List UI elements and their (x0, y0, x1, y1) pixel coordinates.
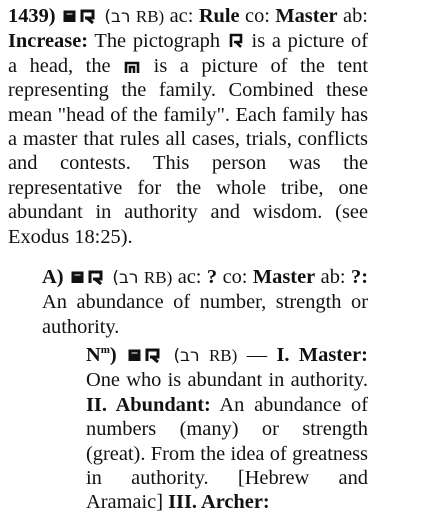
sub-a-co-value: Master (252, 266, 316, 288)
sub-a-ac-label: ac: (177, 266, 202, 288)
entry-paragraph (8, 4, 368, 249)
entry-ab-value: Increase: (8, 30, 89, 53)
noun-definition (86, 343, 368, 515)
entry-desc-1: The pictograph (94, 30, 221, 53)
entry-number: 1439) (8, 5, 56, 27)
def-1-label: I. Master: (276, 344, 368, 366)
noun-gender: m (100, 344, 110, 357)
noun-label: $N^m$) (86, 344, 117, 366)
entry-ac-value: Rule (198, 5, 240, 27)
entry-co-value: Master (275, 5, 338, 27)
sub-a-ab-label: ab: (320, 266, 346, 288)
sub-a-ab-value: ?: (351, 266, 368, 288)
sub-a-hebrew: (רב (112, 268, 139, 288)
head-pictograph-icon (228, 33, 244, 49)
sub-a-co-label: co: (222, 266, 248, 288)
entry-co-label: co: (245, 5, 270, 27)
sub-a-translit: RB) (143, 268, 173, 287)
tent-pictograph-icon (124, 60, 140, 74)
def-2-text: An abundance of numbers (many) or strength (great). From the idea of greatness in authority. [Hebrew and Aramaic] (86, 393, 368, 514)
pictograph-word-icon (127, 347, 163, 363)
sub-entry-a (42, 265, 368, 339)
sub-a-ab-text: An abundance of number, strength or authority. (42, 291, 368, 338)
noun-hebrew: (רב (173, 346, 200, 366)
entry-hebrew: (רב (104, 7, 131, 27)
sub-a-label: A) (42, 266, 64, 288)
entry-ac-label: ac: (169, 5, 194, 27)
pictograph-word-icon (62, 8, 98, 24)
entry-desc-2: is a picture of a head, the (8, 30, 369, 77)
noun-dash: — (246, 344, 268, 366)
entry-ab-label: ab: (343, 5, 368, 27)
entry-desc-3: is a picture of the tent representing the family. Combined these mean "head of the family". Each family has a master that rules all cases, trials, conflicts and contests. This person was the representative for the whole tribe, one abundant in authority and wisdom. (see Exodus 18:25). (8, 54, 368, 248)
entry-translit: RB) (135, 7, 165, 26)
def-3-label: III. Archer: (168, 491, 270, 514)
sub-a-ac-value: ? (206, 266, 218, 288)
def-2-label: II. Abundant: (86, 393, 211, 416)
pictograph-word-icon (70, 269, 106, 285)
noun-translit: RB) (208, 346, 238, 365)
def-1-text: One who is abundant in authority. (86, 369, 368, 392)
